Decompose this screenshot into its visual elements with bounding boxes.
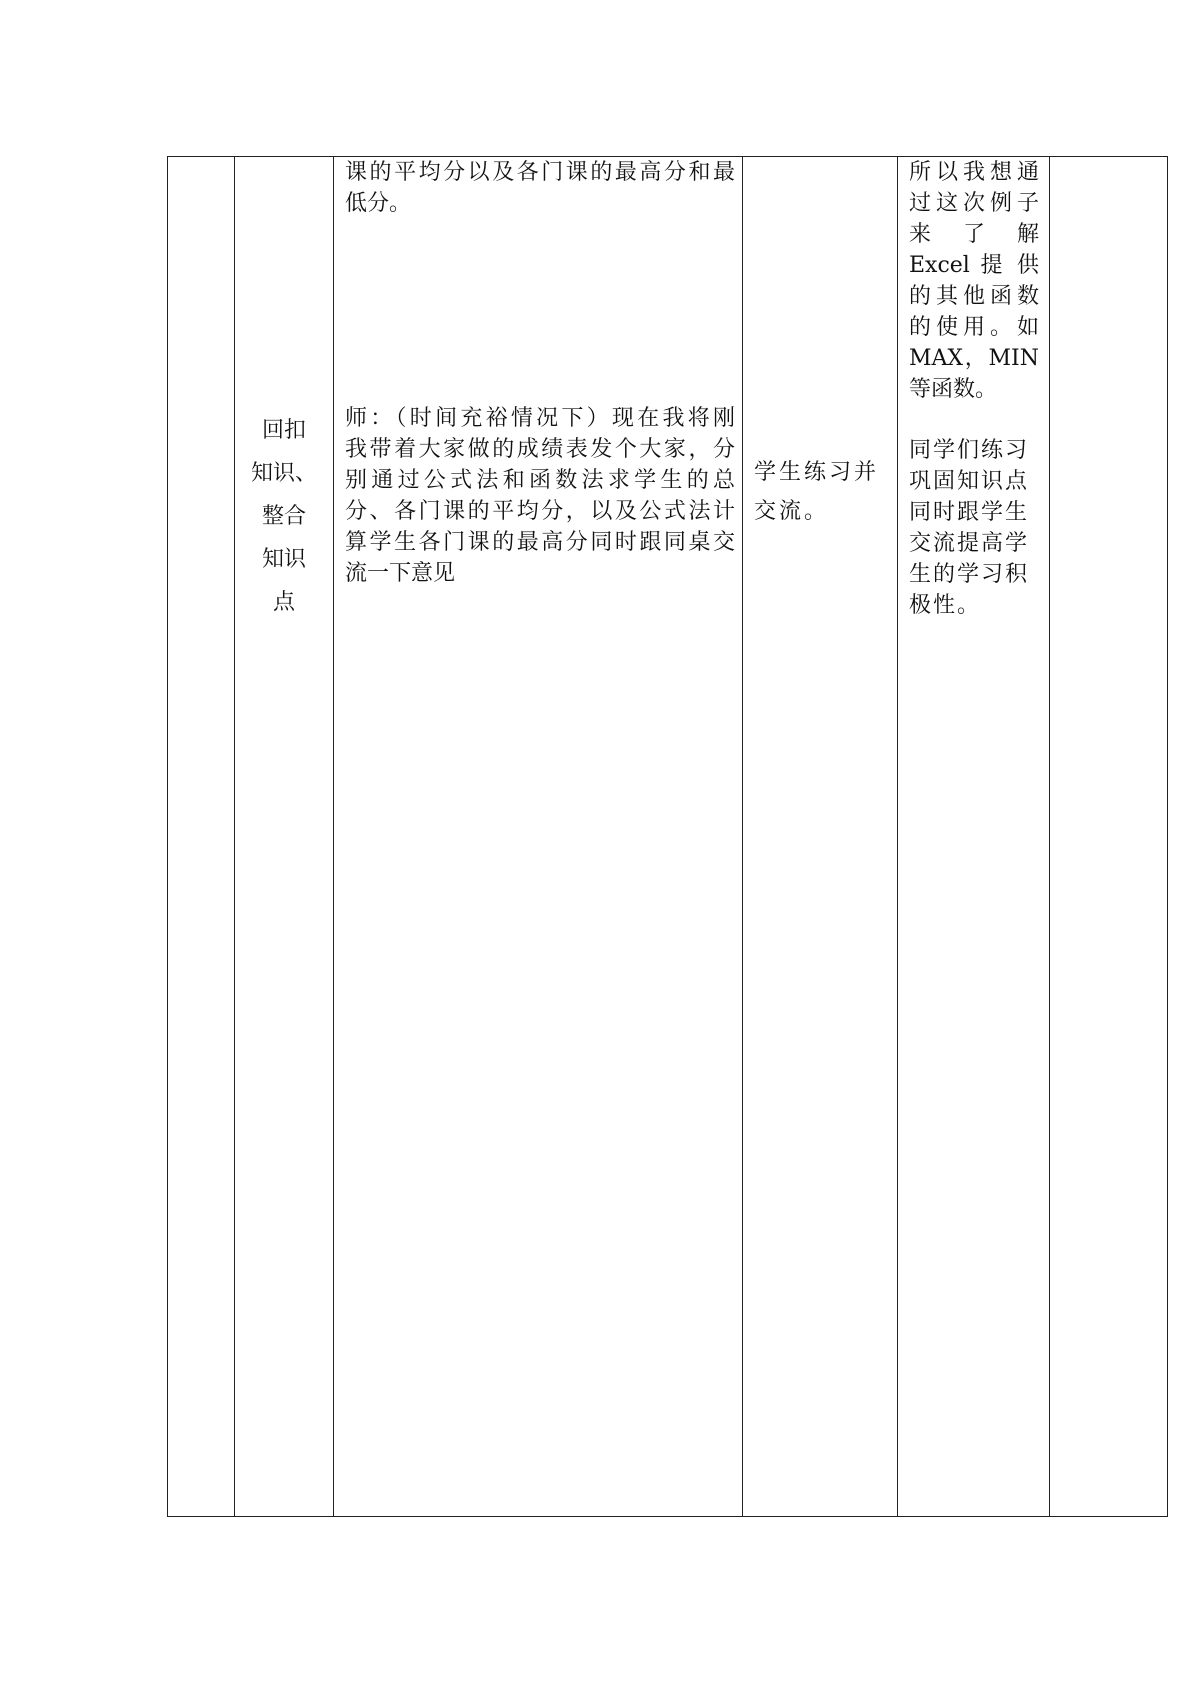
text-line: 我带着大家做的成绩表发个大家，分 [345, 437, 735, 462]
text-line: 的使用。如 [909, 315, 1039, 340]
text-line: 所以我想通 [909, 160, 1039, 185]
stage-label [235, 409, 333, 624]
student-activity-text [754, 453, 892, 531]
text-line: 过这次例子 [909, 191, 1039, 216]
text-line: 别通过公式法和函数法求学生的总 [345, 468, 735, 493]
text-line: 学生练习并 [754, 460, 880, 485]
text-line: 的其他函数 [909, 284, 1039, 309]
stage-cell [235, 157, 334, 1517]
text-line: 同学们练习 [909, 438, 1030, 463]
text-line: 流一下意见 [345, 561, 456, 586]
design-intent-cell [898, 157, 1050, 1517]
stage-label-line: 整合 [261, 504, 306, 529]
stage-label-line: 点 [272, 590, 295, 615]
empty-cell-right [1050, 157, 1168, 1517]
text-line: 算学生各门课的最高分同时跟同桌交 [345, 530, 735, 555]
text-line: 等函数。 [909, 377, 998, 402]
design-intent-bottom-text [909, 435, 1039, 621]
text-line: 极性。 [909, 593, 982, 618]
stage-label-line: 知识 [261, 547, 306, 572]
design-intent-top-text [909, 157, 1039, 405]
table-row [168, 157, 1168, 1517]
text-line: 同时跟学生 [909, 500, 1030, 525]
text-line: 课的平均分以及各门课的最高分和最 [345, 160, 735, 185]
teacher-activity-cell [334, 157, 743, 1517]
text-line: 交流提高学 [909, 531, 1030, 556]
stage-label-line: 回扣 [261, 418, 306, 443]
text-line: 低分。 [345, 191, 412, 216]
text-line: 分、各门课的平均分，以及公式法计 [345, 499, 735, 524]
stage-label-line: 知识、 [250, 461, 317, 486]
text-line: 生的学习积 [909, 562, 1030, 587]
student-activity-cell [743, 157, 898, 1517]
text-line: MAX，MIN [909, 346, 1039, 371]
lesson-plan-table [167, 156, 1168, 1517]
empty-cell-left [168, 157, 235, 1517]
teacher-continued-text [345, 157, 735, 219]
text-line: 师：（时间充裕情况下）现在我将刚 [345, 406, 735, 431]
text-line: 巩固知识点 [909, 469, 1030, 494]
teacher-main-text [345, 403, 735, 589]
text-line: 来 了 解 [909, 222, 1039, 247]
text-line: Excel 提 供 [909, 253, 1039, 278]
text-line: 交流。 [754, 499, 830, 524]
